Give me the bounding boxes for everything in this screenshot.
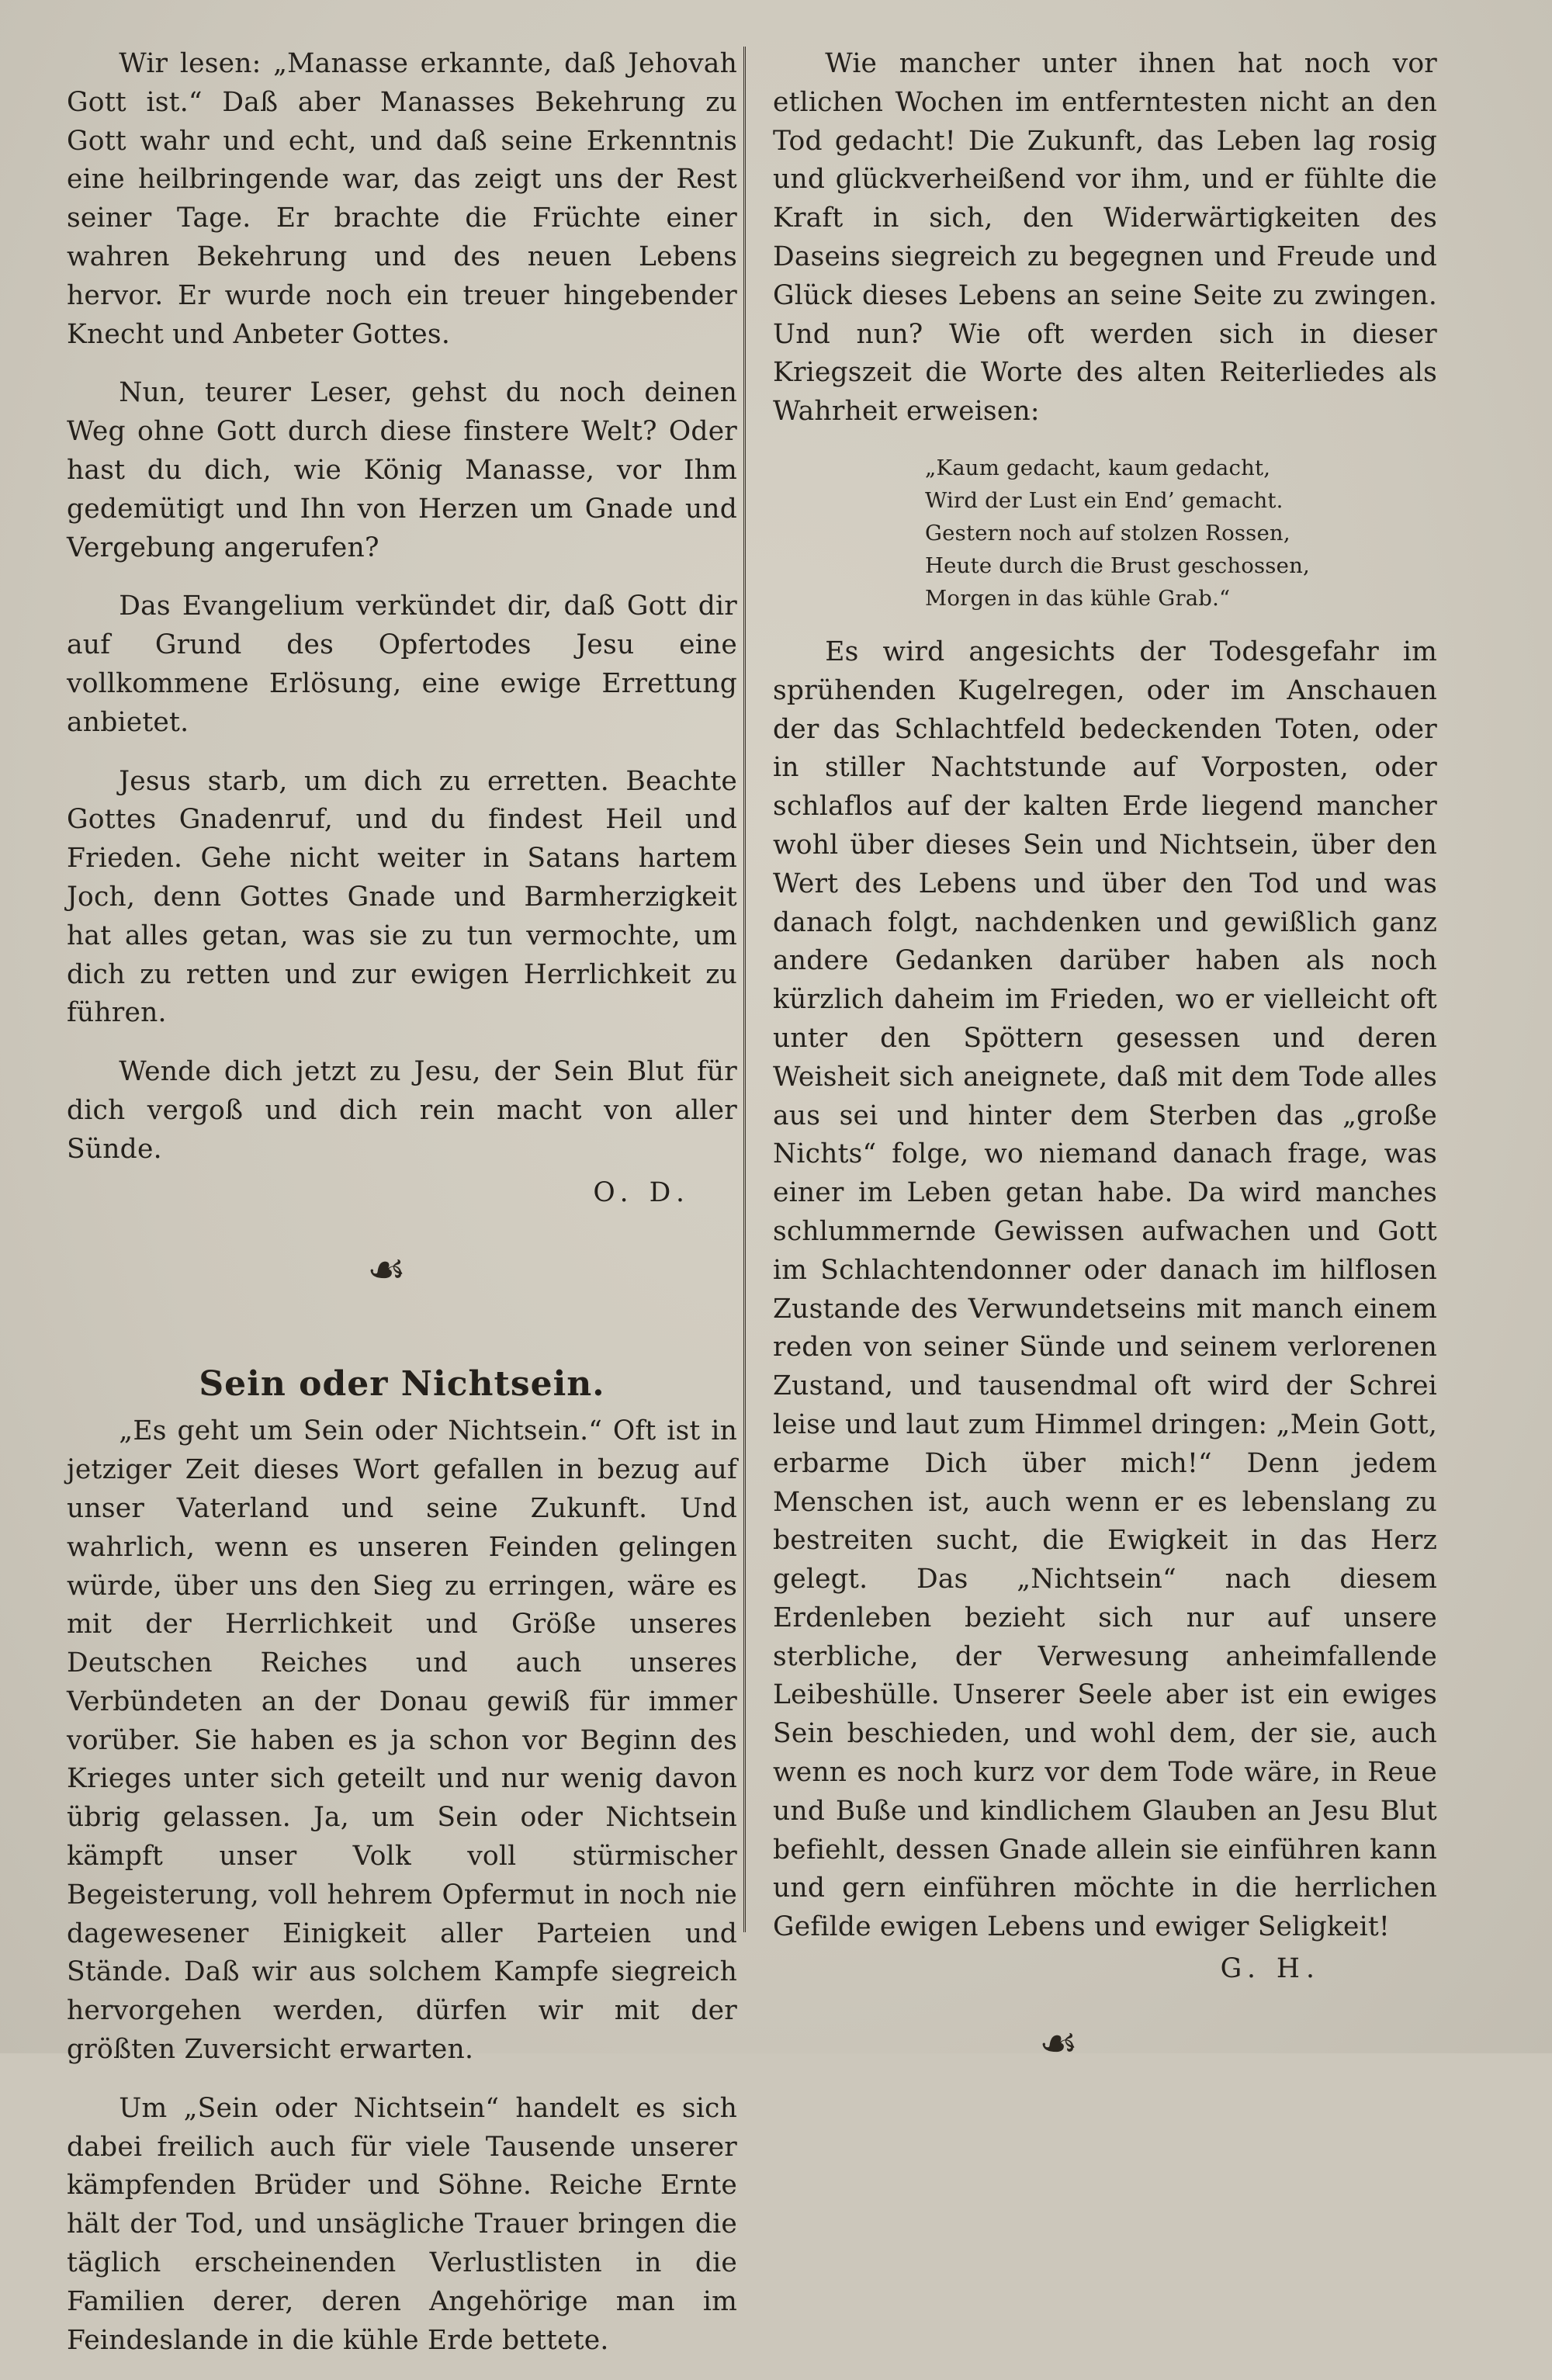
paragraph-manasse: Wir lesen: „Manasse erkannte, daß Jehovah Gott ist.“ Daß aber Manasses Bekehrung zu Gott wahr und echt, und daß seine Erkenntnis eine heilbringende war, das zeigt uns der Rest seiner Tage. Er brachte die Früchte einer wahren Bekehrung und des neuen Lebens hervor. Er wurde noch ein treuer hingebender Knecht und Anbeter Gottes. [67, 48, 737, 350]
poem-reiterlied [925, 452, 1437, 615]
paragraph-jesus-died: Jesus starb, um dich zu erretten. Beachte Gottes Gnadenruf, und du findest Heil und Frieden. Gehe nicht weiter in Satans hartem Joch, denn Gottes Gnade und Barmherzigkeit hat alles getan, was sie zu tun vermochte, um dich zu retten und zur ewigen Herrlichkeit zu führen. [67, 765, 737, 1029]
paragraph-gospel: Das Evangelium verkündet dir, daß Gott dir auf Grund des Opfertodes Jesu eine vollkommene Erlösung, eine ewige Errettung anbietet. [67, 591, 737, 738]
poem-line: „Kaum gedacht, kaum gedacht, [925, 455, 1271, 480]
paragraph-turn-to-jesus: Wende dich jetzt zu Jesu, der Sein Blut für dich vergoß und dich rein macht von aller Sünde. [67, 1056, 737, 1165]
paragraph-sein-oder-nichtsein: „Es geht um Sein oder Nichtsein.“ Oft ist in jetziger Zeit dieses Wort gefallen in bezug auf unser Vaterland und seine Zukunft. Und wahrlich, wenn es unseren Feinden gelingen würde, über uns den Sieg zu erringen, wäre es mit der Herrlichkeit und Größe unseres Deutschen Reiches und auch unseres Verbündeten an der Donau gewiß für immer vorüber. Sie haben es ja schon vor Beginn des Krieges unter sich geteilt und nur wenig davon übrig gelassen. Ja, um Sein oder Nichtsein kämpft unser Volk voll stürmischer Begeisterung, voll hehrem Opfermut in noch nie dagewesener Einigkeit aller Parteien und Stände. Daß wir aus solchem Kampfe siegreich hervorgehen werden, dürfen wir mit der größten Zuversicht erwarten. [67, 1415, 737, 2066]
column-divider [743, 47, 746, 1932]
poem-line: Heute durch die Brust geschossen, [925, 553, 1310, 578]
signature-gh: G. H. [1220, 1953, 1321, 1985]
fleuron-ornament-icon: ☙ [1038, 2018, 1079, 2069]
paragraph-many-among-them: Wie mancher unter ihnen hat noch vor etlichen Wochen im entferntesten nicht an den Tod gedacht! Die Zukunft, das Leben lag rosig und glückverheißend vor ihm, und er fühlte die Kraft in sich, den Widerwärtigkeiten des Daseins siegreich zu begegnen und Freude und Glück dieses Lebens an seine Seite zu zwingen. Und nun? Wie oft werden sich in dieser Kriegszeit die Worte des alten Reiterliedes als Wahrheit erweisen: [773, 48, 1437, 428]
poem-line: Gestern noch auf stolzen Rossen, [925, 520, 1290, 546]
paragraph-brothers-and-sons: Um „Sein oder Nichtsein“ handelt es sich dabei freilich auch für viele Tausende unserer kämpfenden Brüder und Söhne. Reiche Ernte hält der Tod, und unsägliche Trauer bringen die täglich erscheinenden Verlustlisten in die Familien derer, deren Angehörige man im Feindeslande in die kühle Erde bettete. [67, 2092, 737, 2356]
paragraph-reader-question: Nun, teurer Leser, gehst du noch deinen Weg ohne Gott durch diese finstere Welt? Oder hast du dich, wie König Manasse, vor Ihm gedemütigt und Ihn von Herzen um Gnade und Vergebung angerufen? [67, 377, 737, 563]
signature-od: O. D. [593, 1176, 691, 1208]
right-column [773, 45, 1437, 2071]
paragraph-danger-of-death: Es wird angesichts der Todesgefahr im sprühenden Kugelregen, oder im Anschauen der das Schlachtfeld bedeckenden Toten, oder in stiller Nachtstunde auf Vorposten, oder schlaflos auf der kalten Erde liegend mancher wohl über dieses Sein und Nichtsein, über den Wert des Lebens und über den Tod und was danach folgt, nachdenken und gewißlich ganz andere Gedanken darüber haben als noch kürzlich daheim im Frieden, wo er vielleicht oft unter den Spöttern gesessen und deren Weisheit sich aneignete, daß mit dem Tode alles aus sei und hinter dem Sterben das „große Nichts“ folge, wo niemand danach frage, was einer im Leben getan habe. Da wird manches schlummernde Gewissen aufwachen und Gott im Schlachtendonner oder danach im hilflosen Zustande des Verwundetseins mit manch einem reden von seiner Sünde und seinem verlorenen Zustand, und tausendmal oft wird der Schrei leise und laut zum Himmel dringen: „Mein Gott, erbarme Dich über mich!“ Denn jedem Menschen ist, auch wenn er es lebenslang zu bestreiten sucht, die Ewigkeit in das Herz gelegt. Das „Nichtsein“ nach diesem Erdenleben bezieht sich nur auf unsere sterbliche, der Verwesung anheimfallende Leibeshülle. Unserer Seele aber ist ein ewiges Sein beschieden, und wohl dem, der sie, auch wenn es noch kurz vor dem Tode wäre, in Reue und Buße und kindlichem Glauben an Jesu Blut befiehlt, dessen Gnade allein sie einführen kann und gern einführen möchte in die herrlichen Gefilde ewigen Lebens und ewiger Seligkeit! [773, 636, 1437, 1943]
poem-line: Wird der Lust ein End’ gemacht. [925, 487, 1284, 513]
left-column [67, 45, 737, 2380]
poem-line: Morgen in das kühle Grab.“ [925, 585, 1231, 611]
fleuron-ornament-icon: ☙ [366, 1245, 407, 1296]
article-title: Sein oder Nichtsein. [199, 1364, 605, 1405]
